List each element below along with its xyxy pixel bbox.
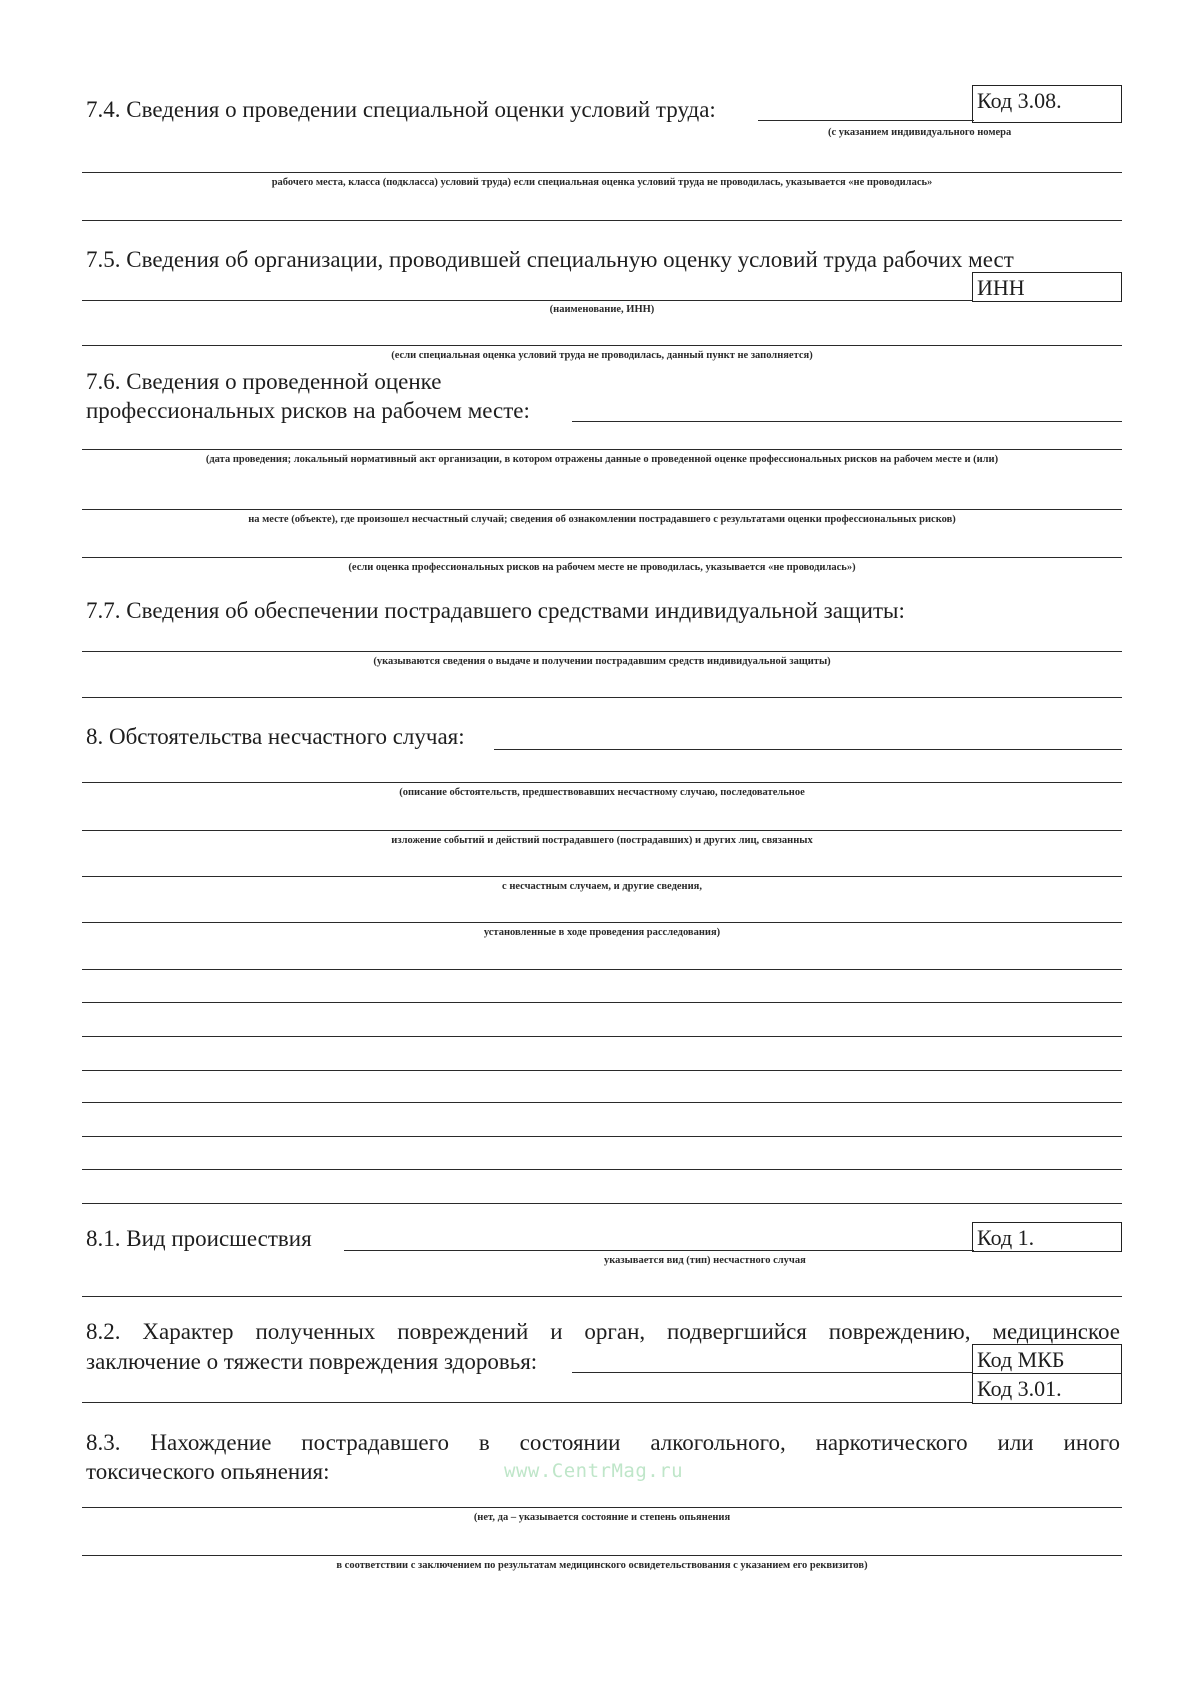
section-7-5-hint-2: (если специальная оценка условий труда не проводилась, данный пункт не заполняется) bbox=[391, 350, 813, 361]
section-8-line-9[interactable] bbox=[82, 1102, 1122, 1103]
section-8-2-heading-2: заключение о тяжести повреждения здоровья: bbox=[86, 1349, 538, 1374]
inn-box: ИНН bbox=[972, 272, 1122, 302]
section-8-heading: 8. Обстоятельства несчастного случая: bbox=[86, 724, 465, 749]
section-8-3-line-1[interactable] bbox=[82, 1507, 1122, 1508]
section-7-4-line-1[interactable] bbox=[82, 172, 1122, 173]
section-8-3-heading-1: 8.3. Нахождение пострадавшего в состоянии алкогольного, наркотического или иного bbox=[86, 1430, 1120, 1455]
section-7-6-line-1[interactable] bbox=[82, 449, 1122, 450]
section-8-line-7[interactable] bbox=[82, 1036, 1122, 1037]
section-7-5-line-1[interactable] bbox=[82, 300, 972, 301]
section-7-7-line-2[interactable] bbox=[82, 697, 1122, 698]
section-7-5-line-2[interactable] bbox=[82, 345, 1122, 346]
section-8-3-hint-2: в соответствии с заключением по результатам медицинского освидетельствования с указанием его реквизитов) bbox=[336, 1560, 868, 1571]
code-mkb-box: Код МКБ bbox=[972, 1344, 1122, 1374]
section-7-4-hint-1: (с указанием индивидуального номера bbox=[828, 127, 1012, 138]
section-7-6-hint-1: (дата проведения; локальный нормативный акт организации, в котором отражены данные о проведенной оценке профессиональных рисков на рабочем месте и (или) bbox=[205, 454, 999, 465]
section-8-line-5[interactable] bbox=[82, 969, 1122, 970]
section-7-4-heading: 7.4. Сведения о проведении специальной оценки условий труда: bbox=[86, 97, 716, 122]
section-8-line-4[interactable] bbox=[82, 922, 1122, 923]
section-7-6-line-2[interactable] bbox=[82, 509, 1122, 510]
code-1-box: Код 1. bbox=[972, 1222, 1122, 1252]
section-8-1-hint-1: указывается вид (тип) несчастного случая bbox=[604, 1255, 806, 1266]
section-7-6-hint-3: (если оценка профессиональных рисков на рабочем месте не проводилась, указывается «не проводилась») bbox=[348, 562, 856, 573]
section-7-7-hint-1: (указываются сведения о выдаче и получении пострадавшим средств индивидуальной защиты) bbox=[373, 656, 831, 667]
section-8-3-hint-1: (нет, да – указывается состояние и степень опьянения bbox=[473, 1512, 731, 1523]
section-8-line-3[interactable] bbox=[82, 876, 1122, 877]
section-7-4-input-line[interactable] bbox=[758, 120, 974, 121]
section-8-line-11[interactable] bbox=[82, 1169, 1122, 1170]
section-8-1-input-line[interactable] bbox=[344, 1250, 974, 1251]
section-8-2-input-line[interactable] bbox=[572, 1372, 972, 1373]
section-8-line-6[interactable] bbox=[82, 1002, 1122, 1003]
section-8-1-heading: 8.1. Вид происшествия bbox=[86, 1226, 312, 1251]
section-7-7-heading: 7.7. Сведения об обеспечении пострадавшего средствами индивидуальной защиты: bbox=[86, 598, 905, 623]
section-7-4-hint-2: рабочего места, класса (подкласса) условий труда) если специальная оценка условий труда не проводилась, указывается «не проводилась» bbox=[271, 177, 933, 188]
section-8-2-line-1[interactable] bbox=[82, 1402, 972, 1403]
section-8-hint-4: установленные в ходе проведения расследования) bbox=[483, 927, 721, 938]
section-7-5-heading: 7.5. Сведения об организации, проводившей специальную оценку условий труда рабочих мест bbox=[86, 247, 1014, 272]
watermark-text: www.CentrMag.ru bbox=[504, 1460, 684, 1482]
section-8-hint-3: с несчастным случаем, и другие сведения, bbox=[502, 881, 702, 892]
code-3-08-box: Код 3.08. bbox=[972, 85, 1122, 123]
section-8-1-line-1[interactable] bbox=[82, 1296, 1122, 1297]
section-8-3-line-2[interactable] bbox=[82, 1555, 1122, 1556]
section-7-6-heading-1: 7.6. Сведения о проведенной оценке bbox=[86, 369, 442, 394]
section-8-line-12[interactable] bbox=[82, 1203, 1122, 1204]
section-7-6-input-line[interactable] bbox=[572, 421, 1122, 422]
section-8-2-heading-1: 8.2. Характер полученных повреждений и орган, подвергшийся повреждению, медицинское bbox=[86, 1319, 1120, 1344]
section-8-line-1[interactable] bbox=[82, 782, 1122, 783]
section-7-4-line-2[interactable] bbox=[82, 220, 1122, 221]
section-7-6-hint-2: на месте (объекте), где произошел несчастный случай; сведения об ознакомлении пострадавшего с результатами оценки профессиональных рисков) bbox=[248, 514, 956, 525]
section-8-3-heading-2: токсического опьянения: bbox=[86, 1459, 330, 1484]
section-8-line-8[interactable] bbox=[82, 1070, 1122, 1071]
section-7-6-heading-2: профессиональных рисков на рабочем месте: bbox=[86, 398, 530, 423]
section-8-input-line[interactable] bbox=[494, 749, 1122, 750]
section-7-6-line-3[interactable] bbox=[82, 557, 1122, 558]
section-7-5-hint-1: (наименование, ИНН) bbox=[549, 304, 655, 315]
section-8-hint-2: изложение событий и действий пострадавшего (пострадавших) и других лиц, связанных bbox=[391, 835, 813, 846]
section-7-7-line-1[interactable] bbox=[82, 651, 1122, 652]
section-8-line-2[interactable] bbox=[82, 830, 1122, 831]
section-8-line-10[interactable] bbox=[82, 1136, 1122, 1137]
code-3-01-box: Код 3.01. bbox=[972, 1374, 1122, 1404]
section-8-hint-1: (описание обстоятельств, предшествовавших несчастному случаю, последовательное bbox=[399, 787, 805, 798]
